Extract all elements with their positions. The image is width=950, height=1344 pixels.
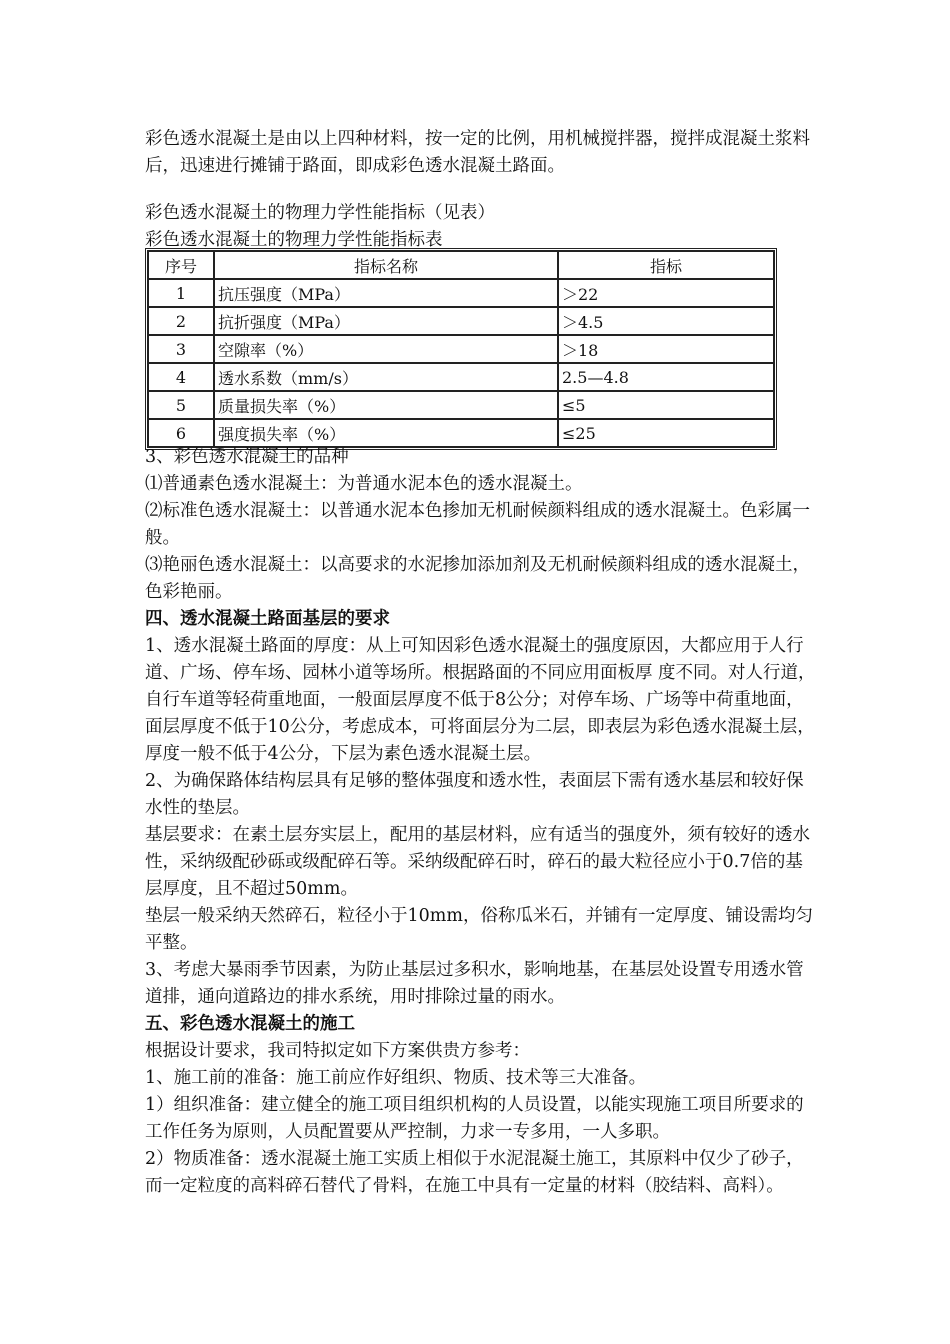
body-block (145, 444, 817, 1200)
cell-name: 抗折强度（MPa） (214, 307, 558, 335)
cell-no: 1 (148, 279, 214, 307)
section-5-paragraph: 根据设计要求，我司特拟定如下方案供贵方参考： (145, 1041, 530, 1061)
cell-name: 透水系数（mm/s） (214, 363, 558, 391)
section-5-paragraph: 1、施工前的准备：施工前应作好组织、物质、技术等三大准备。 (145, 1068, 647, 1088)
cell-no: 6 (148, 419, 214, 447)
section-4-paragraph: 垫层一般采纳天然碎石，粒径小于10mm，俗称瓜米石，并铺有一定厚度、铺设需均匀平整。 (145, 906, 813, 953)
intro-block (145, 126, 817, 180)
header-value: 指标 (558, 251, 774, 279)
cell-value: ＞18 (558, 335, 774, 363)
intro-paragraph: 彩色透水混凝土是由以上四种材料，按一定的比例，用机械搅拌器，搅拌成混凝土浆料后，迅速进行摊铺于路面，即成彩色透水混凝土路面。 (145, 129, 810, 176)
table-row (148, 391, 774, 419)
cell-value: ≤5 (558, 391, 774, 419)
perf-section-title: 彩色透水混凝土的物理力学性能指标（见表） (145, 203, 495, 223)
section-5-paragraph: 2）物质准备：透水混凝土施工实质上相似于水泥混凝土施工，其原料中仅少了砂子，而一定粒度的高料碎石替代了骨料，在施工中具有一定量的材料（胶结料、高料）。 (145, 1149, 804, 1196)
header-name: 指标名称 (214, 251, 558, 279)
cell-name: 抗压强度（MPa） (214, 279, 558, 307)
section-4-paragraph: 3、考虑大暴雨季节因素，为防止基层过多积水，影响地基，在基层处设置专用透水管道排，通向道路边的排水系统，用时排除过量的雨水。 (145, 960, 804, 1007)
table-row (148, 335, 774, 363)
cell-name: 质量损失率（%） (214, 391, 558, 419)
section-4-heading: 四、透水混凝土路面基层的要求 (145, 609, 390, 629)
section-5-heading: 五、彩色透水混凝土的施工 (145, 1014, 355, 1034)
table-caption: 彩色透水混凝土的物理力学性能指标表 (145, 230, 443, 250)
section-4-paragraph: 1、透水混凝土路面的厚度：从上可知因彩色透水混凝土的强度原因，大都应用于人行道、广场、停车场、园林小道等场所。根据路面的不同应用面板厚 度不同。对人行道，自行车道等轻荷重地面，一般面层厚度不低于8公分；对停车场、广场等中荷重地面，面层厚度不低于10公分，考虑成本，可将面层分为二层，即表层为彩色透水混凝土层，厚度一般不低于4公分，下层为素色透水混凝土层。 (145, 636, 816, 764)
header-no: 序号 (148, 251, 214, 279)
cell-value: ＞4.5 (558, 307, 774, 335)
cell-value: 2.5—4.8 (558, 363, 774, 391)
type-item: ⑵标准色透水混凝土：以普通水泥本色掺加无机耐候颜料组成的透水混凝土。色彩属一般。 (145, 501, 810, 548)
section-5-paragraph: 1）组织准备：建立健全的施工项目组织机构的人员设置，以能实现施工项目所要求的工作任务为原则，人员配置要从严控制，力求一专多用，一人多职。 (145, 1095, 804, 1142)
cell-name: 空隙率（%） (214, 335, 558, 363)
table-row (148, 363, 774, 391)
table-header-row (148, 251, 774, 279)
cell-value: ＞22 (558, 279, 774, 307)
cell-value: ≤25 (558, 419, 774, 447)
section-4-paragraph: 基层要求：在素土层夯实层上，配用的基层材料，应有适当的强度外，须有较好的透水性，采纳级配砂砾或级配碎石等。采纳级配碎石时，碎石的最大粒径应小于0.7倍的基层厚度，且不超过50mm。 (145, 825, 810, 899)
table-row (148, 419, 774, 447)
types-section-title: 3、彩色透水混凝土的品种 (145, 447, 349, 467)
type-item: ⑶艳丽色透水混凝土：以高要求的水泥掺加添加剂及无机耐候颜料组成的透水混凝土，色彩艳丽。 (145, 555, 810, 602)
performance-table (145, 248, 777, 450)
type-item: ⑴普通素色透水混凝土：为普通水泥本色的透水混凝土。 (145, 474, 583, 494)
table-row (148, 279, 774, 307)
cell-no: 5 (148, 391, 214, 419)
cell-no: 4 (148, 363, 214, 391)
cell-no: 2 (148, 307, 214, 335)
table-row (148, 307, 774, 335)
section-4-paragraph: 2、为确保路体结构层具有足够的整体强度和透水性，表面层下需有透水基层和较好保水性的垫层。 (145, 771, 804, 818)
perf-title-block (145, 200, 817, 254)
cell-no: 3 (148, 335, 214, 363)
cell-name: 强度损失率（%） (214, 419, 558, 447)
